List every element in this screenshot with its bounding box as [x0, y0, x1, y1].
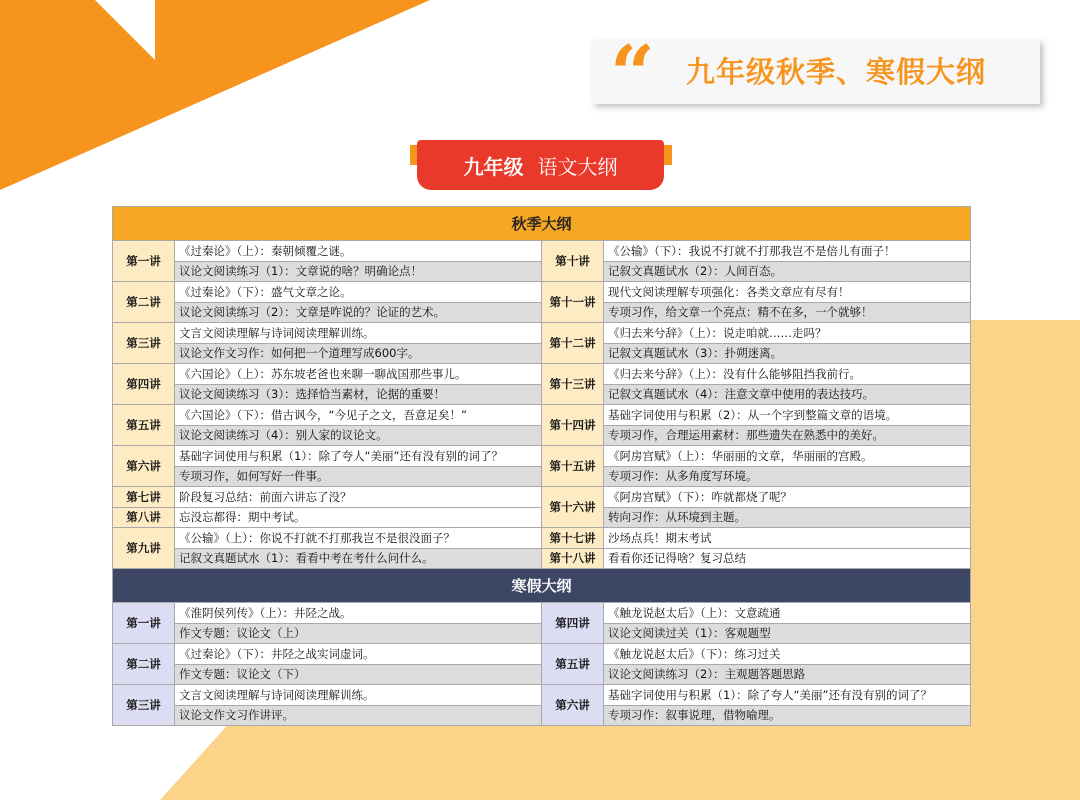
lecture-content: 阶段复习总结：前面六讲忘了没？	[175, 487, 542, 508]
lecture-content: 议论文阅读练习（3）：选择恰当素材，论据的重要！	[175, 384, 542, 405]
table-row	[113, 487, 971, 508]
lecture-label: 第二讲	[113, 644, 175, 685]
lecture-label: 第十五讲	[542, 446, 604, 487]
lecture-content: 文言文阅读理解与诗词阅读理解训练。	[175, 685, 542, 706]
lecture-label: 第五讲	[542, 644, 604, 685]
grade-label: 九年级	[463, 154, 524, 179]
table-row	[113, 282, 971, 303]
lecture-label: 第十七讲	[542, 528, 604, 549]
lecture-content: 议论文阅读练习（4）：别人家的议论文。	[175, 425, 542, 446]
lecture-content: 基础字词使用与积累（1）：除了夸人“美丽”还有没有别的词了？	[175, 446, 542, 467]
lecture-label: 第十四讲	[542, 405, 604, 446]
lecture-content: 《归去来兮辞》（上）：没有什么能够阻挡我前行。	[604, 364, 971, 385]
lecture-content: 议论文作文习作讲评。	[175, 705, 542, 726]
lecture-content: 专项习作：叙事说理，借物喻理。	[604, 705, 971, 726]
table-row	[113, 548, 971, 569]
lecture-label: 第十讲	[542, 241, 604, 282]
title-banner	[592, 29, 1040, 120]
lecture-label: 第十八讲	[542, 548, 604, 569]
lecture-label: 第十一讲	[542, 282, 604, 323]
lecture-label: 第九讲	[113, 528, 175, 569]
lecture-content: 《触龙说赵太后》（下）：练习过关	[604, 644, 971, 665]
lecture-label: 第二讲	[113, 282, 175, 323]
lecture-label: 第一讲	[113, 603, 175, 644]
lecture-label: 第四讲	[113, 364, 175, 405]
lecture-content: 记叙文真题试水（1）：看看中考在考什么问什么。	[175, 548, 542, 569]
table-row	[113, 685, 971, 706]
table-row	[113, 446, 971, 467]
lecture-content: 《过秦论》（上）：秦朝倾覆之谜。	[175, 241, 542, 262]
table-row	[113, 528, 971, 549]
lecture-content: 记叙文真题试水（4）：注意文章中使用的表达技巧。	[604, 384, 971, 405]
lecture-content: 基础字词使用与积累（2）：从一个字到整篇文章的语境。	[604, 405, 971, 426]
lecture-content: 记叙文真题试水（3）：扑朔迷离。	[604, 343, 971, 364]
fall-section	[113, 207, 971, 241]
lecture-content: 《触龙说赵太后》（上）：文意疏通	[604, 603, 971, 624]
lecture-label: 第三讲	[113, 323, 175, 364]
lecture-label: 第三讲	[113, 685, 175, 726]
lecture-label: 第十三讲	[542, 364, 604, 405]
table-row	[113, 644, 971, 665]
lecture-content: 转向习作：从环境到主题。	[604, 507, 971, 528]
background-orange-triangle	[0, 0, 430, 190]
lecture-content: 议论文阅读练习（2）：文章是咋说的？论证的艺术。	[175, 302, 542, 323]
lecture-label: 第一讲	[113, 241, 175, 282]
lecture-label: 第十六讲	[542, 487, 604, 528]
winter-section-title: 寒假大纲	[113, 569, 971, 603]
lecture-label: 第七讲	[113, 487, 175, 508]
subject-label: 语文大纲	[537, 154, 618, 179]
winter-section	[113, 569, 971, 603]
lecture-content: 《淮阴侯列传》（上）：井陉之战。	[175, 603, 542, 624]
lecture-content: 《公输》（下）：我说不打就不打那我岂不是倍儿有面子！	[604, 241, 971, 262]
lecture-content: 看看你还记得啥？复习总结	[604, 548, 971, 569]
lecture-content: 《六国论》（上）：苏东坡老爸也来聊一聊战国那些事儿。	[175, 364, 542, 385]
lecture-content: 《阿房宫赋》（上）：华丽丽的文章，华丽丽的宫殿。	[604, 446, 971, 467]
fall-rows	[113, 241, 971, 569]
lecture-label: 第十二讲	[542, 323, 604, 364]
lecture-content: 《归去来兮辞》（上）：说走咱就……走吗？	[604, 323, 971, 344]
lecture-label: 第六讲	[542, 685, 604, 726]
lecture-label: 第五讲	[113, 405, 175, 446]
background-white-notch	[95, 0, 155, 60]
lecture-content: 忘没忘都得：期中考试。	[175, 507, 542, 528]
lecture-content: 议论文作文习作：如何把一个道理写成600字。	[175, 343, 542, 364]
fall-section-title: 秋季大纲	[113, 207, 971, 241]
table-row	[113, 603, 971, 624]
lecture-content: 议论文阅读练习（1）：文章说的啥？明确论点！	[175, 261, 542, 282]
lecture-content: 专项习作：从多角度写环境。	[604, 466, 971, 487]
lecture-content: 专项习作，如何写好一件事。	[175, 466, 542, 487]
lecture-label: 第八讲	[113, 507, 175, 528]
table-row	[113, 364, 971, 385]
winter-rows	[113, 603, 971, 726]
lecture-content: 专项习作，合理运用素材：那些遗失在熟悉中的美好。	[604, 425, 971, 446]
syllabus-table	[112, 206, 971, 726]
lecture-content: 《六国论》（下）：借古讽今，“今见子之文，吾意足矣！”	[175, 405, 542, 426]
lecture-content: 记叙文真题试水（2）：人间百态。	[604, 261, 971, 282]
table-row	[113, 405, 971, 426]
lecture-content: 沙场点兵！期末考试	[604, 528, 971, 549]
lecture-content: 文言文阅读理解与诗词阅读理解训练。	[175, 323, 542, 344]
lecture-content: 基础字词使用与积累（1）：除了夸人“美丽”还有没有别的词了？	[604, 685, 971, 706]
lecture-content: 作文专题：议论文（上）	[175, 623, 542, 644]
lecture-content: 专项习作，给文章一个亮点：精不在多，一个就够！	[604, 302, 971, 323]
lecture-content: 议论文阅读过关（1）：客观题型	[604, 623, 971, 644]
quote-mark-icon: “	[610, 29, 655, 120]
lecture-label: 第六讲	[113, 446, 175, 487]
lecture-content: 现代文阅读理解专项强化：各类文章应有尽有！	[604, 282, 971, 303]
lecture-content: 《过秦论》（下）：井陉之战实词虚词。	[175, 644, 542, 665]
table-row	[113, 241, 971, 262]
subject-tab	[417, 140, 664, 190]
table-row	[113, 323, 971, 344]
lecture-content: 议论文阅读练习（2）：主观题答题思路	[604, 664, 971, 685]
lecture-content: 作文专题：议论文（下）	[175, 664, 542, 685]
lecture-label: 第四讲	[542, 603, 604, 644]
page-title: 九年级秋季、寒假大纲	[686, 55, 987, 89]
lecture-content: 《阿房宫赋》（下）：咋就都烧了呢？	[604, 487, 971, 508]
lecture-content: 《公输》（上）：你说不打就不打那我岂不是很没面子？	[175, 528, 542, 549]
lecture-content: 《过秦论》（下）：盛气文章之论。	[175, 282, 542, 303]
